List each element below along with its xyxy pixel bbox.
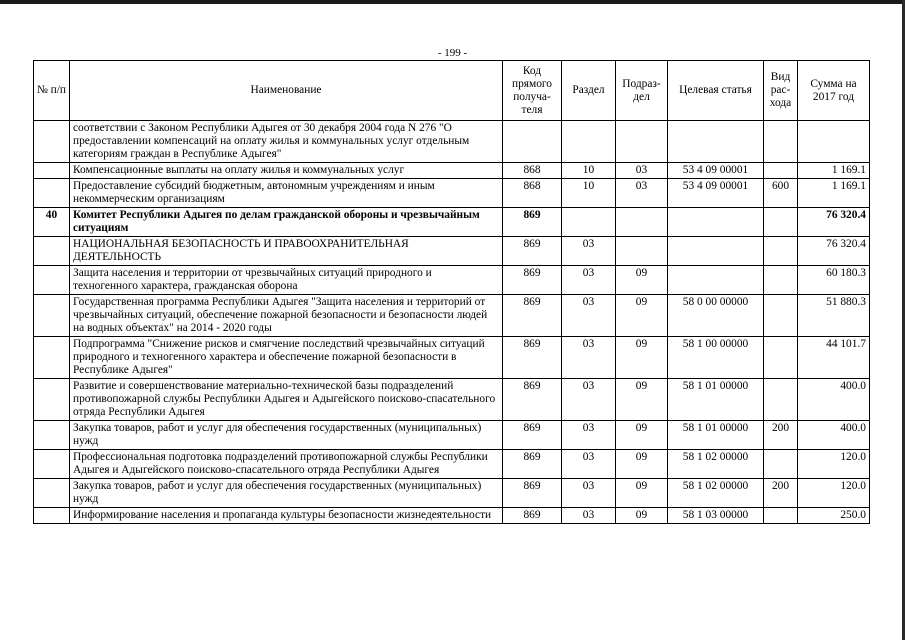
cell-num bbox=[34, 163, 70, 179]
cell-subsection bbox=[616, 121, 668, 163]
cell-num bbox=[34, 179, 70, 208]
cell-section: 03 bbox=[562, 295, 616, 337]
cell-name: Закупка товаров, работ и услуг для обеспечения государственных (муниципальных) нужд bbox=[70, 479, 503, 508]
cell-num bbox=[34, 508, 70, 524]
cell-num: 40 bbox=[34, 208, 70, 237]
cell-target: 58 1 01 00000 bbox=[668, 421, 764, 450]
table-row bbox=[34, 508, 870, 524]
cell-type: 200 bbox=[764, 479, 798, 508]
table-row bbox=[34, 479, 870, 508]
cell-code: 869 bbox=[503, 479, 562, 508]
cell-section bbox=[562, 208, 616, 237]
cell-code: 869 bbox=[503, 337, 562, 379]
cell-subsection: 09 bbox=[616, 421, 668, 450]
cell-target: 53 4 09 00001 bbox=[668, 163, 764, 179]
cell-subsection: 09 bbox=[616, 450, 668, 479]
cell-code: 869 bbox=[503, 208, 562, 237]
cell-code: 869 bbox=[503, 450, 562, 479]
cell-num bbox=[34, 479, 70, 508]
cell-subsection: 09 bbox=[616, 337, 668, 379]
cell-target: 53 4 09 00001 bbox=[668, 179, 764, 208]
table-row-committee bbox=[34, 208, 870, 237]
cell-target: 58 1 02 00000 bbox=[668, 479, 764, 508]
cell-type bbox=[764, 121, 798, 163]
cell-code: 868 bbox=[503, 163, 562, 179]
cell-name: Информирование населения и пропаганда культуры безопасности жизнедеятельности bbox=[70, 508, 503, 524]
cell-subsection: 09 bbox=[616, 479, 668, 508]
cell-type bbox=[764, 450, 798, 479]
cell-target bbox=[668, 208, 764, 237]
header-code: Код прямого получа-теля bbox=[503, 61, 562, 121]
cell-code: 869 bbox=[503, 379, 562, 421]
cell-amount: 120.0 bbox=[798, 450, 870, 479]
cell-name: Государственная программа Республики Адыгея "Защита населения и территорий от чрезвычайных ситуаций, обеспечение пожарной безопасности и безопасности людей на водных объектах" на 2014 - 2020 годы bbox=[70, 295, 503, 337]
cell-code: 869 bbox=[503, 508, 562, 524]
cell-type bbox=[764, 295, 798, 337]
cell-name: Компенсационные выплаты на оплату жилья и коммунальных услуг bbox=[70, 163, 503, 179]
cell-type: 200 bbox=[764, 421, 798, 450]
table-row bbox=[34, 379, 870, 421]
cell-target bbox=[668, 121, 764, 163]
table-row bbox=[34, 121, 870, 163]
cell-section: 03 bbox=[562, 421, 616, 450]
table-row bbox=[34, 163, 870, 179]
cell-num bbox=[34, 121, 70, 163]
cell-section: 10 bbox=[562, 163, 616, 179]
cell-subsection: 09 bbox=[616, 508, 668, 524]
table-row bbox=[34, 237, 870, 266]
cell-section: 10 bbox=[562, 179, 616, 208]
header-amount: Сумма на 2017 год bbox=[798, 61, 870, 121]
table-row bbox=[34, 450, 870, 479]
cell-name: Профессиональная подготовка подразделений противопожарной службы Республики Адыгея и Адыгейского поисково-спасательного отряда Республики Адыгея bbox=[70, 450, 503, 479]
cell-code: 869 bbox=[503, 266, 562, 295]
cell-target bbox=[668, 237, 764, 266]
cell-num bbox=[34, 295, 70, 337]
cell-section bbox=[562, 121, 616, 163]
cell-name: Комитет Республики Адыгея по делам гражданской обороны и чрезвычайным ситуациям bbox=[70, 208, 503, 237]
cell-subsection: 09 bbox=[616, 266, 668, 295]
cell-section: 03 bbox=[562, 237, 616, 266]
header-subsection: Подраз-дел bbox=[616, 61, 668, 121]
cell-name: Закупка товаров, работ и услуг для обеспечения государственных (муниципальных) нужд bbox=[70, 421, 503, 450]
cell-target: 58 1 00 00000 bbox=[668, 337, 764, 379]
cell-num bbox=[34, 421, 70, 450]
cell-code: 869 bbox=[503, 421, 562, 450]
cell-type bbox=[764, 237, 798, 266]
cell-subsection: 09 bbox=[616, 295, 668, 337]
cell-amount: 120.0 bbox=[798, 479, 870, 508]
cell-target: 58 1 03 00000 bbox=[668, 508, 764, 524]
cell-amount: 1 169.1 bbox=[798, 163, 870, 179]
cell-target: 58 1 01 00000 bbox=[668, 379, 764, 421]
cell-num bbox=[34, 266, 70, 295]
cell-code: 869 bbox=[503, 237, 562, 266]
cell-subsection: 09 bbox=[616, 379, 668, 421]
table-row bbox=[34, 337, 870, 379]
cell-section: 03 bbox=[562, 450, 616, 479]
cell-type bbox=[764, 379, 798, 421]
cell-amount: 1 169.1 bbox=[798, 179, 870, 208]
header-expense-type: Вид рас-хода bbox=[764, 61, 798, 121]
cell-target: 58 1 02 00000 bbox=[668, 450, 764, 479]
cell-section: 03 bbox=[562, 266, 616, 295]
cell-num bbox=[34, 379, 70, 421]
cell-type bbox=[764, 266, 798, 295]
cell-amount bbox=[798, 121, 870, 163]
header-name: Наименование bbox=[70, 61, 503, 121]
budget-table bbox=[33, 60, 870, 524]
cell-amount: 44 101.7 bbox=[798, 337, 870, 379]
cell-type bbox=[764, 337, 798, 379]
cell-amount: 250.0 bbox=[798, 508, 870, 524]
header-num: № п/п bbox=[34, 61, 70, 121]
cell-amount: 400.0 bbox=[798, 379, 870, 421]
cell-amount: 76 320.4 bbox=[798, 237, 870, 266]
cell-num bbox=[34, 337, 70, 379]
cell-name: НАЦИОНАЛЬНАЯ БЕЗОПАСНОСТЬ И ПРАВООХРАНИТЕЛЬНАЯ ДЕЯТЕЛЬНОСТЬ bbox=[70, 237, 503, 266]
cell-subsection bbox=[616, 237, 668, 266]
cell-name: Развитие и совершенствование материально-технической базы подразделений противопожарной службы Республики Адыгея и Адыгейского поисково-спасательного отряда Республики Адыгея bbox=[70, 379, 503, 421]
table-row bbox=[34, 179, 870, 208]
table-row bbox=[34, 295, 870, 337]
header-target: Целевая статья bbox=[668, 61, 764, 121]
cell-section: 03 bbox=[562, 337, 616, 379]
cell-target bbox=[668, 266, 764, 295]
cell-type bbox=[764, 208, 798, 237]
cell-num bbox=[34, 450, 70, 479]
scan-edge-top bbox=[0, 0, 905, 4]
header-section: Раздел bbox=[562, 61, 616, 121]
table-row bbox=[34, 266, 870, 295]
cell-section: 03 bbox=[562, 508, 616, 524]
cell-section: 03 bbox=[562, 479, 616, 508]
cell-code: 869 bbox=[503, 295, 562, 337]
cell-amount: 51 880.3 bbox=[798, 295, 870, 337]
cell-code: 868 bbox=[503, 179, 562, 208]
table-row bbox=[34, 421, 870, 450]
cell-subsection: 03 bbox=[616, 179, 668, 208]
cell-amount: 76 320.4 bbox=[798, 208, 870, 237]
cell-name: Защита населения и территории от чрезвычайных ситуаций природного и техногенного характера, гражданская оборона bbox=[70, 266, 503, 295]
cell-type: 600 bbox=[764, 179, 798, 208]
cell-section: 03 bbox=[562, 379, 616, 421]
cell-name: Предоставление субсидий бюджетным, автономным учреждениям и иным некоммерческим организациям bbox=[70, 179, 503, 208]
cell-type bbox=[764, 508, 798, 524]
page-number: - 199 - bbox=[437, 47, 468, 59]
cell-amount: 60 180.3 bbox=[798, 266, 870, 295]
cell-num bbox=[34, 237, 70, 266]
cell-subsection bbox=[616, 208, 668, 237]
cell-subsection: 03 bbox=[616, 163, 668, 179]
cell-type bbox=[764, 163, 798, 179]
cell-name: соответствии с Законом Республики Адыгея от 30 декабря 2004 года N 276 "О предоставлении компенсаций на оплату жилья и коммунальных услуг отдельным категориям граждан в Республике Адыгея" bbox=[70, 121, 503, 163]
cell-name: Подпрограмма "Снижение рисков и смягчение последствий чрезвычайных ситуаций природного и техногенного характера и обеспечение пожарной безопасности в Республике Адыгея" bbox=[70, 337, 503, 379]
cell-target: 58 0 00 00000 bbox=[668, 295, 764, 337]
header-row bbox=[34, 61, 870, 121]
cell-amount: 400.0 bbox=[798, 421, 870, 450]
cell-code bbox=[503, 121, 562, 163]
